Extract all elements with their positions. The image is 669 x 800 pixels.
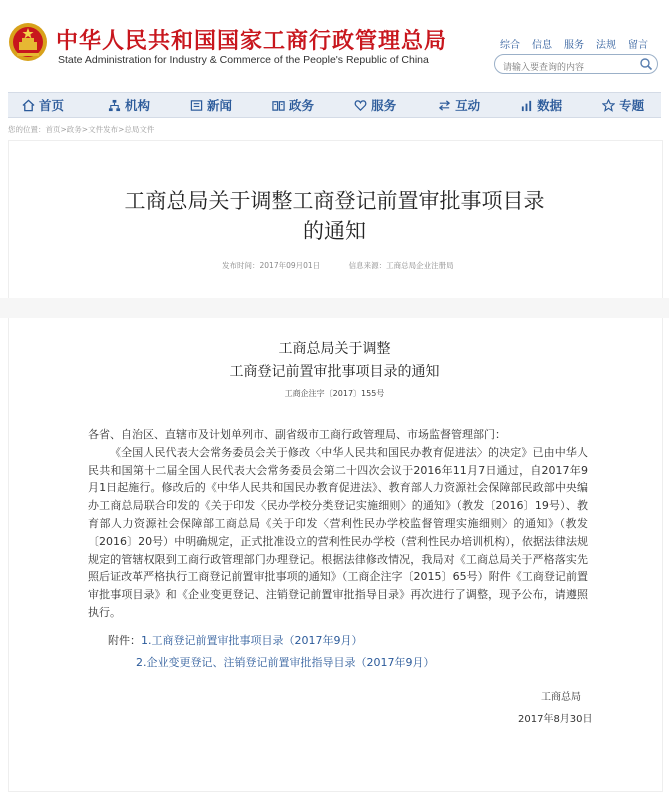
star-icon [602,99,615,112]
nav-news[interactable] [190,96,232,114]
nav-label: 新闻 [207,98,233,113]
nav-affairs[interactable] [272,96,314,114]
quick-link-law[interactable]: 法规 [596,40,616,51]
quick-link-service[interactable]: 服务 [564,40,584,51]
sign-organization: 工商总局 [541,692,581,703]
article-title [0,186,669,246]
doc-title-line1: 工商总局关于调整 [278,341,391,357]
article-title-line2: 的通知 [303,219,366,243]
publish-time: 发布时间：2017年09月01日 [222,261,321,270]
nav-topics[interactable] [602,96,644,114]
home-icon [22,99,35,112]
org-icon [108,99,121,112]
affairs-icon [272,99,285,112]
quick-link-general[interactable]: 综合 [500,40,520,51]
nav-home[interactable] [22,96,64,114]
attachment-2 [136,654,435,670]
nav-label: 首页 [39,98,65,113]
article-title-line1: 工商总局关于调整工商登记前置审批事项目录 [124,189,545,213]
quick-links [500,36,648,51]
attachment-1 [108,632,363,648]
section-divider [0,298,669,318]
nav-service[interactable] [354,96,396,114]
nav-org[interactable] [108,96,150,114]
site-subtitle: State Administration for Industry & Commerce of the People's Republic of China [58,54,429,66]
site-title: 中华人民共和国国家工商行政管理总局 [56,29,448,54]
chart-icon [520,99,533,112]
sign-date: 2017年8月30日 [518,714,593,725]
doc-number: 工商企注字〔2017〕155号 [284,389,385,398]
nav-label: 服务 [371,98,397,113]
doc-body [88,426,588,622]
nav-label: 政务 [289,98,315,113]
attachment-label: 附件： [108,634,141,647]
exchange-icon [438,99,451,112]
main-nav [8,92,661,118]
info-source: 信息来源：工商总局企业注册局 [348,261,454,270]
search-icon[interactable] [639,57,653,71]
search-box [494,54,658,74]
article-meta [222,260,454,271]
national-emblem-icon [8,20,48,64]
quick-link-info[interactable]: 信息 [532,40,552,51]
attachment-link-1[interactable]: 1.工商登记前置审批事项目录（2017年9月） [141,634,363,647]
heart-icon [354,99,367,112]
addressee: 各省、自治区、直辖市及计划单列市、副省级市工商行政管理局、市场监督管理部门： [88,428,506,441]
nav-interact[interactable] [438,96,480,114]
nav-label: 机构 [125,98,151,113]
attachment-link-2[interactable]: 2.企业变更登记、注销登记前置审批指导目录（2017年9月） [136,656,435,669]
breadcrumb: 您的位置：首页>政务>文件发布>总局文件 [8,125,155,134]
body-paragraph: 《全国人民代表大会常务委员会关于修改〈中华人民共和国民办教育促进法〉的决定》已由中华人民共和国第十二届全国人民代表大会常务委员会第二十四次会议于2016年11月7日通过，自2017年9月1日起施行。修改后的《中华人民共和国民办教育促进法》、教育部人力资源社会保障部民政部中央编办工商总局联合印发的《关于印发〈民办学校分类登记实施细则〉的通知》（教发〔2016〕19号）、教育部人力资源社会保障部工商总局《关于印发〈营利性民办学校监督管理实施细则〉的通知》（教发〔2016〕20号）中明确规定，正式批准设立的营利性民办学校（营利性民办培训机构），依据法律法规规定的管辖权限到工商行政管理部门办理登记。根据法律修改情况，我局对《工商总局关于严格落实先照后证改革严格执行工商登记前置审批事项的通知》（工商企注字〔2015〕65号）附件《工商登记前置审批事项目录》和《企业变更登记、注销登记前置审批指导目录》再次进行了调整，现予公布，请遵照执行。 [88,445,588,619]
doc-title-line2: 工商登记前置审批事项目录的通知 [229,364,440,380]
news-icon [190,99,203,112]
nav-data[interactable] [520,96,562,114]
search-input[interactable] [495,59,633,77]
nav-label: 互动 [455,98,481,113]
nav-label: 数据 [537,98,563,113]
site-header [0,0,669,86]
nav-label: 专题 [619,98,645,113]
quick-link-message[interactable]: 留言 [628,40,648,51]
